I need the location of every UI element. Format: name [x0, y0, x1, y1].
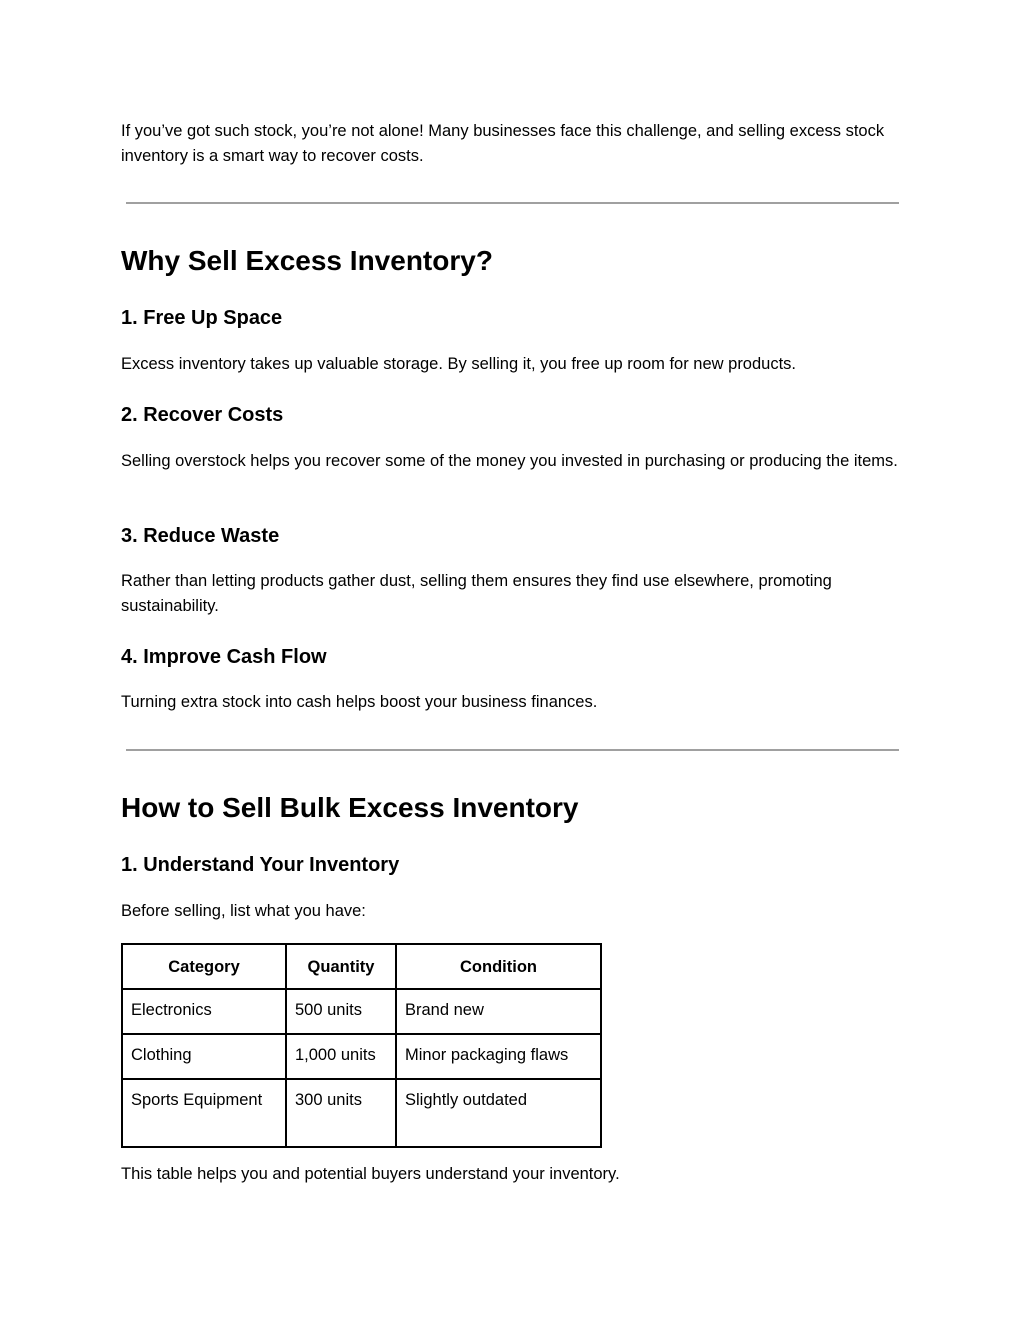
cell-category: Electronics: [122, 989, 286, 1034]
section-divider: [126, 202, 899, 204]
cell-condition: Minor packaging flaws: [396, 1034, 601, 1079]
why-sell-heading: Why Sell Excess Inventory?: [121, 245, 493, 276]
cell-condition: Slightly outdated: [396, 1079, 601, 1147]
table-header-row: [122, 944, 601, 989]
section-divider: [126, 749, 899, 751]
cell-category: Clothing: [122, 1034, 286, 1079]
intro-paragraph: If you’ve got such stock, you’re not alone! Many businesses face this challenge, and selling excess stock inventory is a smart way to recover costs.: [121, 122, 885, 165]
header-quantity: Quantity: [286, 944, 396, 989]
free-up-space-text: Excess inventory takes up valuable storage. By selling it, you free up room for new products.: [121, 355, 797, 373]
inventory-table: [121, 943, 602, 1148]
reduce-waste-heading: 3. Reduce Waste: [121, 525, 280, 547]
reduce-waste-text: Rather than letting products gather dust, selling them ensures they find use elsewhere, promoting sustainability.: [121, 572, 832, 615]
cell-condition: Brand new: [396, 989, 601, 1034]
cell-quantity: 1,000 units: [286, 1034, 396, 1079]
table-row: [122, 1079, 601, 1147]
header-condition: Condition: [396, 944, 601, 989]
cell-category: Sports Equipment: [122, 1079, 286, 1147]
understand-inventory-heading: 1. Understand Your Inventory: [121, 854, 400, 876]
recover-costs-text: Selling overstock helps you recover some of the money you invested in purchasing or producing the items.: [121, 452, 898, 470]
cell-quantity: 500 units: [286, 989, 396, 1034]
free-up-space-heading: 1. Free Up Space: [121, 307, 283, 329]
how-to-sell-heading: How to Sell Bulk Excess Inventory: [121, 792, 579, 823]
table-row: [122, 989, 601, 1034]
cell-quantity: 300 units: [286, 1079, 396, 1147]
inventory-lead-text: Before selling, list what you have:: [121, 902, 366, 920]
recover-costs-heading: 2. Recover Costs: [121, 404, 284, 426]
improve-cash-flow-text: Turning extra stock into cash helps boost your business finances.: [121, 693, 598, 711]
table-row: [122, 1034, 601, 1079]
table-caption-text: This table helps you and potential buyers understand your inventory.: [121, 1165, 620, 1183]
improve-cash-flow-heading: 4. Improve Cash Flow: [121, 646, 327, 668]
header-category: Category: [122, 944, 286, 989]
